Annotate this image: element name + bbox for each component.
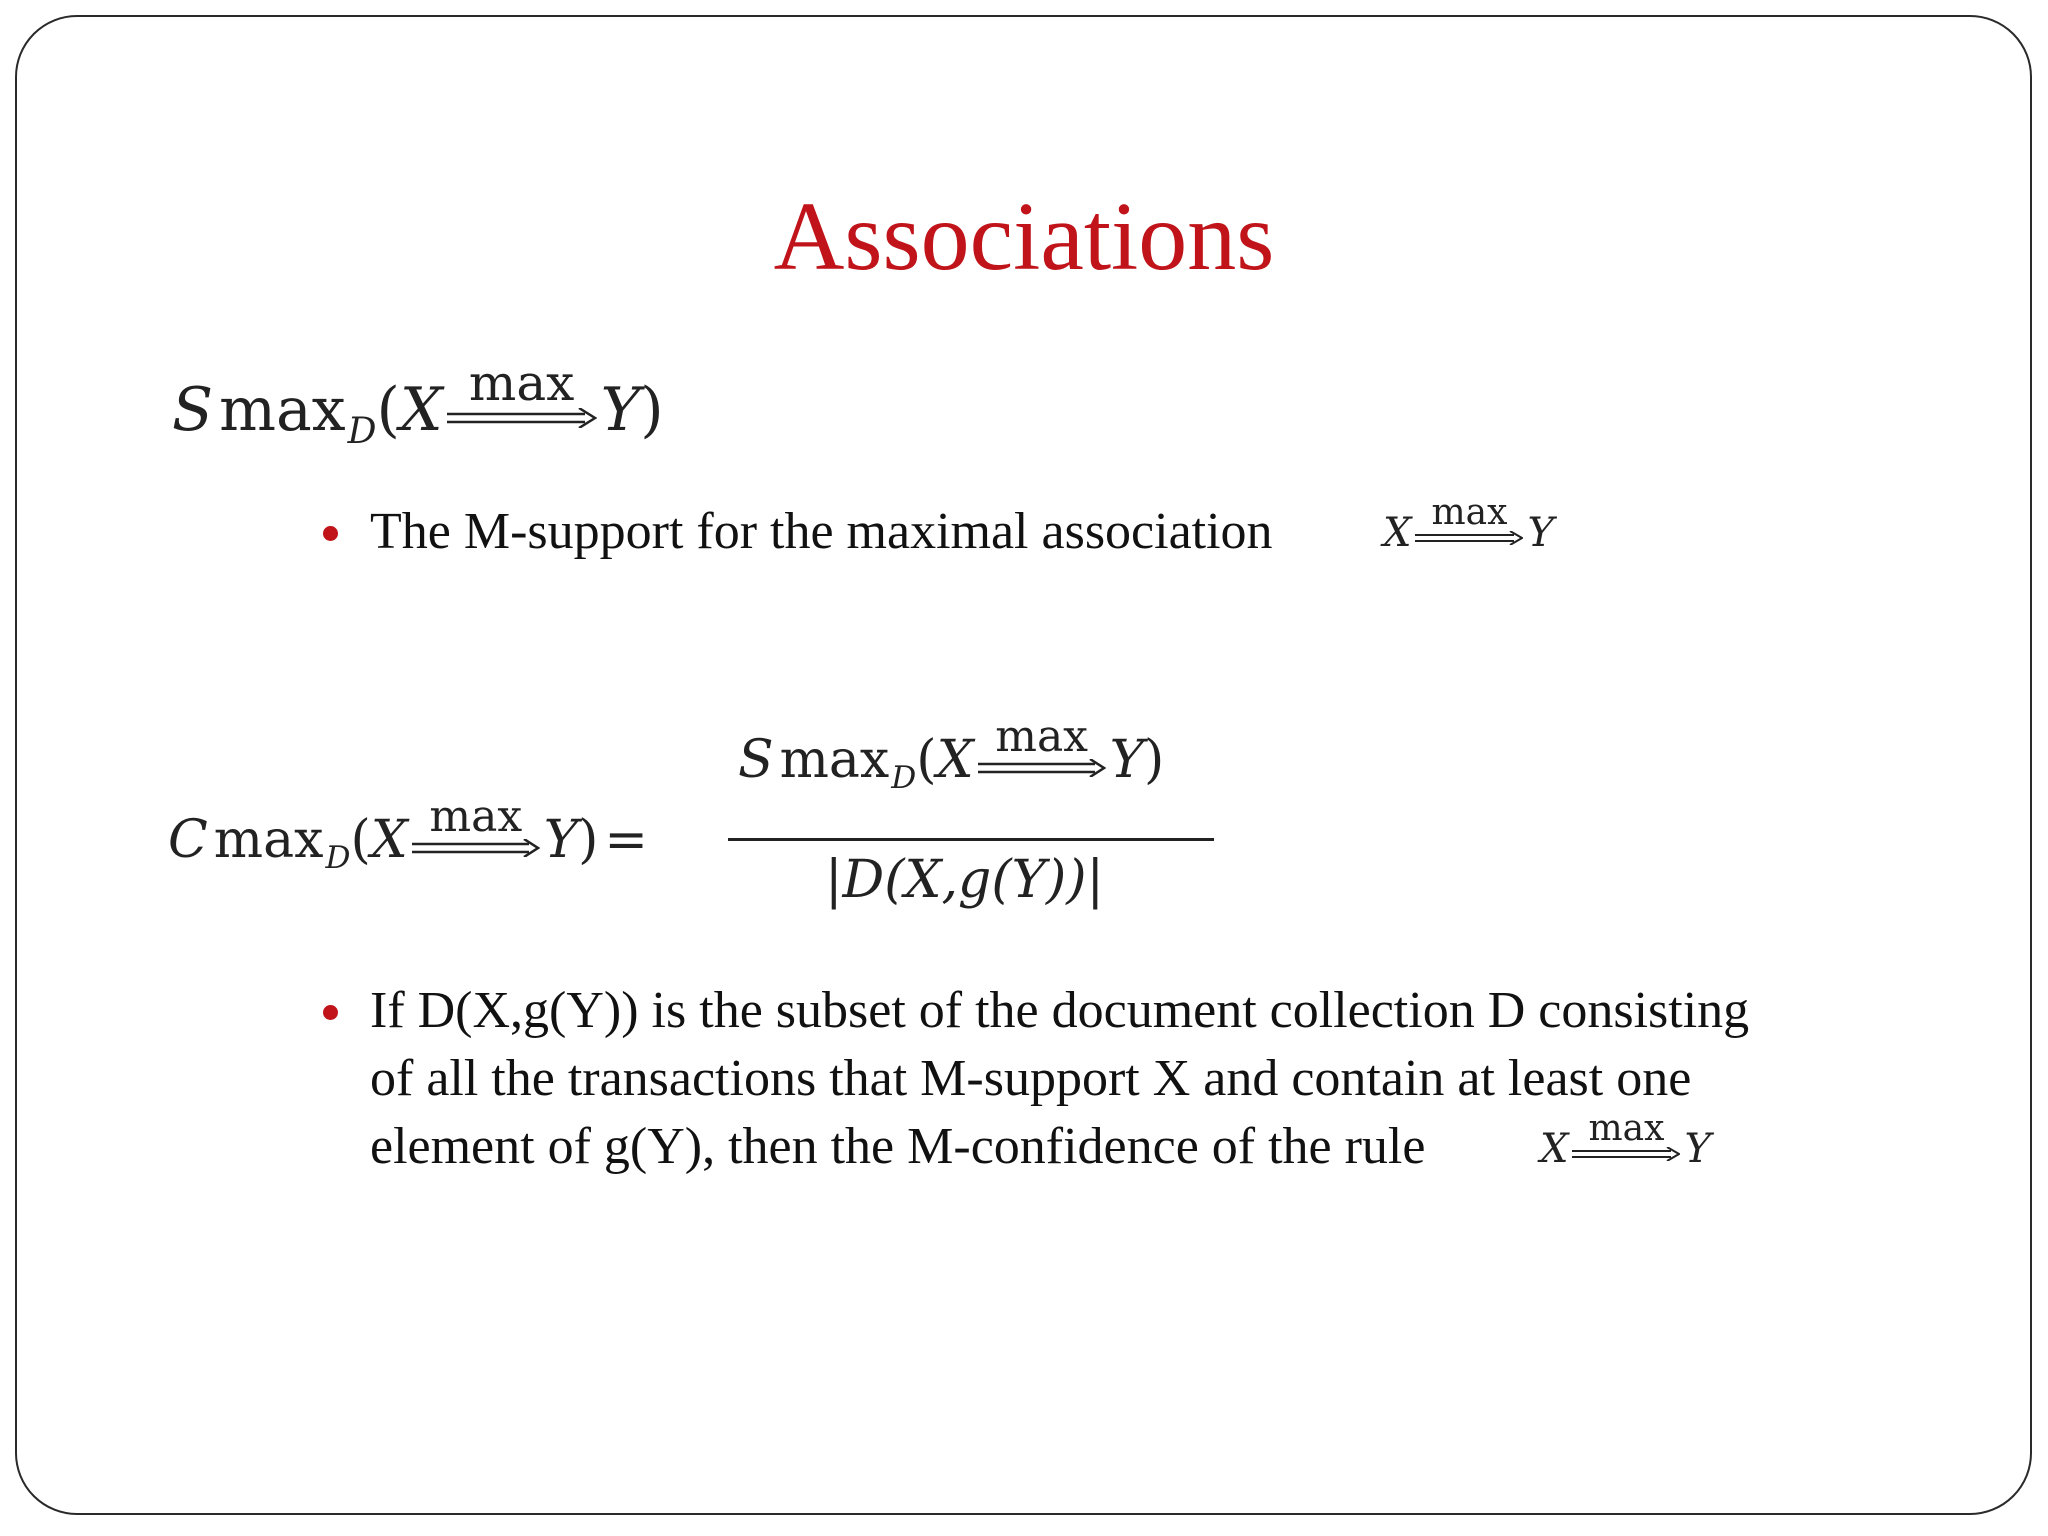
formula-confidence-equals: =: [604, 810, 648, 870]
numerator-y: Y: [1109, 730, 1144, 790]
bullet-2-x: X: [1540, 1126, 1569, 1172]
fraction-bar: [728, 838, 1214, 841]
implies-arrow: [1415, 492, 1523, 545]
implies-arrow: [412, 791, 540, 857]
double-arrow-icon: [1572, 1147, 1680, 1161]
bullet-2-line-3: element of g(Y), then the M-confidence of the rule: [370, 1118, 1426, 1175]
bullet-dot: [323, 526, 338, 541]
formula-support-func: max: [219, 375, 346, 445]
double-arrow-icon: [978, 759, 1106, 777]
numerator-subscript: D: [891, 759, 917, 796]
formula-support-symbol: S: [172, 375, 214, 445]
arrow-label: max: [995, 711, 1088, 762]
formula-confidence-close-paren: ): [578, 810, 599, 870]
numerator-open-paren: (: [916, 730, 937, 790]
bullet-dot: [323, 1005, 338, 1020]
bullet-2-line-2: of all the transactions that M-support X and contain at least one: [370, 1050, 1692, 1107]
formula-confidence-open-paren: (: [350, 810, 371, 870]
formula-confidence-symbol: C: [168, 810, 208, 870]
formula-confidence-subscript: D: [325, 839, 351, 876]
formula-confidence-y: Y: [543, 810, 579, 870]
double-arrow-icon: [1415, 531, 1523, 545]
formula-support-x: X: [399, 375, 443, 445]
bullet-1-y: Y: [1527, 510, 1554, 556]
denominator-text: |D(X,g(Y))|: [825, 850, 1105, 910]
formula-confidence-denominator: [825, 850, 1104, 910]
formula-confidence-x: X: [370, 810, 408, 870]
bullet-2-rule: [1540, 1108, 1711, 1183]
numerator-close-paren: ): [1143, 730, 1165, 790]
formula-confidence-lhs: [168, 791, 648, 883]
bullet-1-text: The M-support for the maximal association: [370, 503, 1273, 560]
formula-support-open-paren: (: [376, 375, 400, 445]
formula-support-close-paren: ): [640, 375, 664, 445]
numerator-symbol: S: [738, 730, 774, 790]
arrow-label: max: [1431, 492, 1508, 533]
formula-support-subscript: D: [347, 410, 377, 452]
formula-confidence-numerator: [738, 711, 1165, 803]
numerator-x: X: [936, 730, 974, 790]
implies-arrow: [1572, 1108, 1680, 1161]
arrow-label: max: [1588, 1108, 1665, 1149]
arrow-label: max: [468, 354, 575, 412]
implies-arrow: [447, 354, 597, 428]
formula-confidence-func: max: [213, 810, 324, 870]
slide-title: Associations: [773, 183, 1275, 291]
formula-support-y: Y: [600, 375, 641, 445]
bullet-2-line-1: If D(X,g(Y)) is the subset of the document collection D consisting: [370, 982, 1750, 1039]
double-arrow-icon: [447, 408, 597, 428]
formula-support: [172, 354, 664, 458]
double-arrow-icon: [412, 839, 540, 857]
bullet-1: [370, 498, 1273, 566]
bullet-1-rule: [1383, 492, 1554, 567]
bullet-2-y: Y: [1684, 1126, 1711, 1172]
numerator-func: max: [779, 730, 890, 790]
implies-arrow: [978, 711, 1106, 777]
bullet-1-x: X: [1383, 510, 1412, 556]
arrow-label: max: [429, 791, 523, 842]
